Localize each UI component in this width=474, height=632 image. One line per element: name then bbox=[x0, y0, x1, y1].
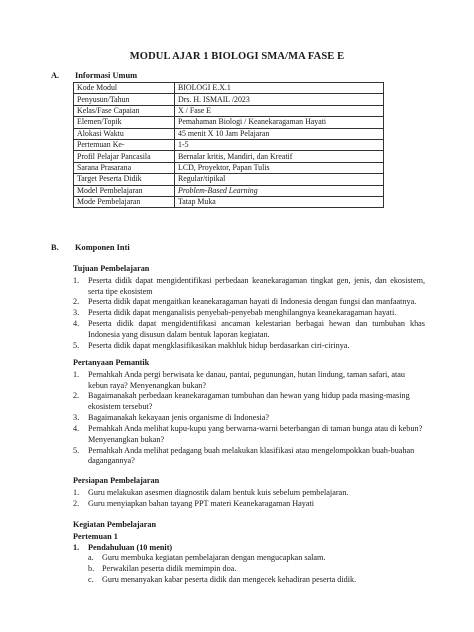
list-number: 1. bbox=[73, 369, 80, 379]
table-key: Kode Modul bbox=[74, 83, 175, 94]
table-value: 1-5 bbox=[175, 139, 384, 150]
table-key: Mode Pembelajaran bbox=[74, 196, 175, 207]
list-number: 1. bbox=[73, 542, 80, 552]
section-a-heading bbox=[51, 70, 137, 81]
table-value: 45 menit X 10 Jam Pelajaran bbox=[175, 128, 384, 139]
table-row bbox=[74, 162, 384, 173]
list-text: Peserta didik dapat mengidentifikasi perbedaan keanekaragaman tingkat gen, jenis, dan ekosistem, serta tipe ekosistem bbox=[88, 275, 425, 296]
list-item bbox=[73, 341, 425, 352]
list-item bbox=[73, 319, 425, 341]
persiapan-heading: Persiapan Pembelajaran bbox=[73, 476, 160, 485]
list-text: Guru menanyakan kabar peserta didik dan mengecek kehadiran peserta didik. bbox=[102, 575, 357, 585]
table-value: LCD, Proyektor, Papan Tulis bbox=[175, 162, 384, 173]
table-key: Profil Pelajar Pancasila bbox=[74, 151, 175, 162]
page-title: MODUL AJAR 1 BIOLOGI SMA/MA FASE E bbox=[129, 51, 345, 62]
table-value: Regular/tipikal bbox=[175, 174, 384, 185]
list-item bbox=[73, 424, 425, 446]
list-number: 3. bbox=[73, 413, 80, 423]
pemantik-section bbox=[73, 358, 425, 467]
tujuan-heading: Tujuan Pembelajaran bbox=[73, 264, 150, 273]
table-key: Kelas/Fase Capaian bbox=[74, 105, 175, 116]
list-text: Pernahkah Anda pergi berwisata ke danau, pantai, pegunungan, hutan lindung, taman safari, atau kebun raya? Menyenangkan bukan? bbox=[88, 369, 406, 390]
section-a-letter: A. bbox=[51, 71, 60, 80]
table-key: Alokasi Waktu bbox=[74, 128, 175, 139]
table-value: Drs. H. ISMAIL /2023 bbox=[175, 94, 384, 105]
table-value: Pemahaman Biologi / Keanekaragaman Hayati bbox=[175, 117, 384, 128]
tujuan-section bbox=[73, 264, 425, 352]
kegiatan-section bbox=[73, 520, 425, 586]
list-text: Peserta didik dapat mengidentifikasi ancaman kelestarian berbagai hewan dan tumbuhan khas Indonesia yang disusun dalam bentuk laporan kegiatan. bbox=[88, 319, 425, 339]
table-value: Tatap Muka bbox=[175, 196, 384, 207]
list-item bbox=[73, 276, 425, 298]
list-text: Pernahkah Anda melihat pedagang buah melakukan klasifikasi atau mengelompokkan buah-buahan dagangannya? bbox=[88, 445, 415, 466]
table-value: X / Fase E bbox=[175, 105, 384, 116]
list-text: Peserta didik dapat menganalisis penyebab-penyebab menghilangnya keanekaragaman hayati. bbox=[88, 308, 397, 318]
list-item bbox=[73, 488, 425, 499]
table-row bbox=[74, 117, 384, 128]
list-letter: b. bbox=[88, 564, 95, 574]
section-b-title: Komponen Inti bbox=[75, 243, 130, 252]
list-number: 2. bbox=[73, 297, 80, 307]
table-row bbox=[74, 94, 384, 105]
table-value: Bernalar kritis, Mandiri, dan Kreatif bbox=[175, 151, 384, 162]
list-item bbox=[73, 391, 425, 413]
list-text: Pernahkah Anda melihat kupu-kupu yang berwarna-warni beterbangan di taman bunga atau di kebun? Menyenangkan bukan? bbox=[88, 423, 423, 444]
table-row bbox=[74, 196, 384, 207]
info-table bbox=[73, 82, 384, 208]
table-value: Problem-Based Learning bbox=[175, 185, 384, 196]
section-b-heading bbox=[51, 242, 130, 253]
list-number: 2. bbox=[73, 391, 80, 401]
pendahuluan-list bbox=[88, 553, 425, 585]
list-number: 5. bbox=[73, 340, 80, 350]
table-row bbox=[74, 105, 384, 116]
list-number: 4. bbox=[73, 423, 80, 433]
list-number: 4. bbox=[73, 319, 80, 329]
list-item bbox=[73, 413, 425, 424]
section-b-letter: B. bbox=[51, 243, 59, 252]
persiapan-section bbox=[73, 476, 425, 509]
list-item bbox=[88, 553, 425, 564]
list-text: Guru membuka kegiatan pembelajaran dengan mengucapkan salam. bbox=[102, 553, 326, 563]
table-row bbox=[74, 174, 384, 185]
list-item bbox=[73, 297, 425, 308]
table-key: Sarana Prasarana bbox=[74, 162, 175, 173]
list-text: Bagaimanakah perbedaan keanekaragaman tumbuhan dan hewan yang hidup pada masing-masing ekosistem tersebut? bbox=[88, 391, 410, 412]
list-text: Bagaimanakah kekayaan jenis organisme di Indonesia? bbox=[88, 413, 270, 423]
list-item bbox=[88, 564, 425, 575]
table-row bbox=[74, 185, 384, 196]
kegiatan-heading: Kegiatan Pembelajaran bbox=[73, 520, 156, 529]
table-key: Model Pembelajaran bbox=[74, 185, 175, 196]
list-item bbox=[73, 370, 425, 392]
list-text: Peserta didik dapat mengaitkan keanekaragaman hayati di Indonesia dengan fungsi dan manfaatnya. bbox=[88, 297, 417, 307]
pendahuluan-heading bbox=[73, 543, 425, 554]
list-text: Guru menyiapkan bahan tayang PPT materi Keanekaragaman Hayati bbox=[88, 498, 315, 508]
pertemuan-heading: Pertemuan 1 bbox=[73, 531, 118, 541]
table-row bbox=[74, 128, 384, 139]
table-row bbox=[74, 151, 384, 162]
pendahuluan-label: Pendahuluan (10 menit) bbox=[88, 542, 173, 552]
list-item bbox=[73, 308, 425, 319]
list-letter: a. bbox=[88, 553, 94, 563]
section-a-title: Informasi Umum bbox=[75, 71, 138, 80]
table-row bbox=[74, 83, 384, 94]
table-row bbox=[74, 139, 384, 150]
pemantik-heading: Pertanyaan Pemantik bbox=[73, 358, 150, 367]
list-text: Peserta didik dapat mengklasifikasikan makhluk hidup berdasarkan ciri-cirinya. bbox=[88, 340, 350, 350]
list-number: 2. bbox=[73, 498, 80, 508]
table-key: Pertemuan Ke- bbox=[74, 139, 175, 150]
table-key: Elemen/Topik bbox=[74, 117, 175, 128]
table-value: BIOLOGI E.X.1 bbox=[175, 83, 384, 94]
pemantik-list bbox=[73, 370, 425, 467]
tujuan-list bbox=[73, 276, 425, 352]
list-letter: c. bbox=[88, 575, 94, 585]
list-item bbox=[73, 499, 425, 510]
list-number: 3. bbox=[73, 308, 80, 318]
list-number: 1. bbox=[73, 487, 80, 497]
list-number: 5. bbox=[73, 445, 80, 455]
persiapan-list bbox=[73, 488, 425, 510]
list-item bbox=[88, 575, 425, 586]
list-text: Guru melakukan asesmen diagnostik dalam bentuk kuis sebelum pembelajaran. bbox=[88, 487, 349, 497]
list-item bbox=[73, 446, 425, 468]
table-key: Penyusun/Tahun bbox=[74, 94, 175, 105]
table-key: Target Peserta Didik bbox=[74, 174, 175, 185]
list-text: Perwakilan peserta didik memimpin doa. bbox=[102, 564, 237, 574]
list-number: 1. bbox=[73, 275, 80, 285]
